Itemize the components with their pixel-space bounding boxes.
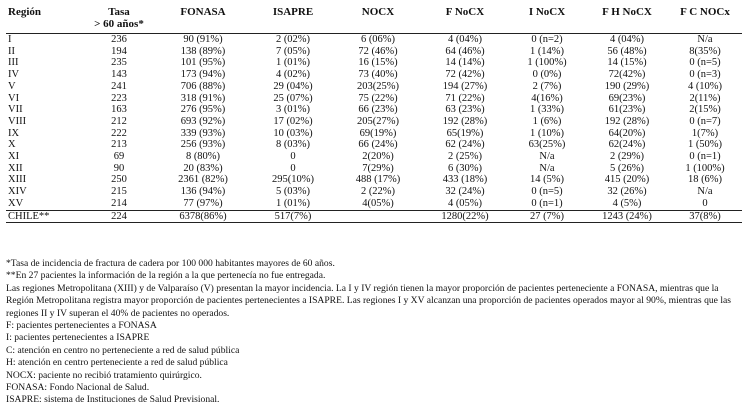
table-cell: 1 (100%) <box>685 162 725 174</box>
table-cell: 173 (94%) <box>180 69 226 81</box>
table-cell: 203(25%) <box>357 80 399 92</box>
table-cell: 163 <box>111 104 127 116</box>
column-header: I NoCX <box>508 6 586 34</box>
table-cell: 27 (7%) <box>508 210 586 223</box>
table-cell: 4 (5%) <box>612 197 642 209</box>
table-cell: 90 (91%) <box>183 34 223 45</box>
table-cell: 415 (20%) <box>604 174 650 186</box>
table-cell: 29 (04%) <box>273 80 313 92</box>
table-cell: 32 (26%) <box>607 186 647 198</box>
table-cell: 295(10%) <box>272 174 314 186</box>
table-cell: 143 <box>111 69 127 81</box>
footnote: FONASA: Fondo Nacional de Salud. <box>6 382 150 394</box>
table-cell: 1(7%) <box>691 127 719 139</box>
column-header: ISAPRE <box>252 6 334 34</box>
footnote: H: atención en centro perteneciente a red de salud pública <box>6 357 228 369</box>
table-cell: 215 <box>111 186 127 198</box>
table-cell: VIII <box>8 115 27 127</box>
table-cell: 72(42%) <box>608 69 646 81</box>
table-cell <box>334 210 422 223</box>
table-cell: 1280(22%) <box>422 210 508 223</box>
table-cell: 2(11%) <box>689 92 721 104</box>
table-row <box>6 210 742 223</box>
table-cell: 0 (n=7) <box>689 115 721 127</box>
table-cell: 433 (18%) <box>442 174 488 186</box>
table-footnotes <box>6 258 746 407</box>
table-cell: 0 (n=5) <box>689 57 721 69</box>
table-cell: 214 <box>111 197 127 209</box>
table-cell: 2 (7%) <box>532 80 562 92</box>
column-header: Tasa > 60 años* <box>84 6 154 34</box>
table-cell: 73 (40%) <box>358 69 398 81</box>
table-cell: 224 <box>84 210 154 223</box>
table-row <box>6 186 742 198</box>
table-cell: 223 <box>111 92 127 104</box>
table-cell: 0 (0%) <box>532 69 562 81</box>
table-row <box>6 104 742 116</box>
table-cell: 4(16%) <box>531 92 563 104</box>
table-cell: 56 (48%) <box>607 45 647 57</box>
column-header: F C NOCx <box>668 6 742 34</box>
table-row <box>6 151 742 163</box>
table-cell: 4 (04%) <box>447 34 483 45</box>
table-cell: 256 (93%) <box>180 139 226 151</box>
table-cell: 192 (28%) <box>442 115 488 127</box>
table-row <box>6 116 742 128</box>
table-cell: 2361 (82%) <box>178 174 228 186</box>
table-cell: 0 <box>290 151 296 163</box>
table-cell: 62 (24%) <box>445 139 485 151</box>
table-cell: 66 (24%) <box>358 139 398 151</box>
table-cell: 2 (22%) <box>360 186 396 198</box>
table-row <box>6 34 742 46</box>
table-cell: 4(05%) <box>362 197 394 209</box>
table-cell: 2 (29%) <box>609 151 645 163</box>
table-cell: 32 (24%) <box>445 186 485 198</box>
table-cell: 5 (03%) <box>275 186 311 198</box>
table-cell: 339 (93%) <box>180 127 226 139</box>
footnote: NOCX: paciente no recibió tratamiento quirúrgico. <box>6 369 202 381</box>
table-cell: 1 (10%) <box>529 127 565 139</box>
column-header: F NoCX <box>422 6 508 34</box>
table-cell: 1 (33%) <box>529 104 565 116</box>
table-cell: N/a <box>539 151 555 163</box>
table-cell: 61(23%) <box>608 104 646 116</box>
table-row <box>6 198 742 210</box>
table-cell: 241 <box>111 80 127 92</box>
table-cell: X <box>8 139 16 151</box>
table-cell: 69 <box>113 151 125 163</box>
column-header: FONASA <box>154 6 252 34</box>
table-cell: 5 (26%) <box>609 162 645 174</box>
column-header: NOCX <box>334 6 422 34</box>
table-cell: XV <box>8 197 24 209</box>
table-cell: 63 (23%) <box>445 104 485 116</box>
table-cell: 64(20%) <box>608 127 646 139</box>
column-header: Región <box>6 6 84 34</box>
table-cell: 69(23%) <box>608 92 646 104</box>
table-cell: 235 <box>111 57 127 69</box>
table-cell: 4 (04%) <box>609 34 645 45</box>
table-cell: 25 (07%) <box>273 92 313 104</box>
footnote: F: pacientes pertenecientes a FONASA <box>6 320 157 332</box>
table-cell: 2 (02%) <box>275 34 311 45</box>
table-header-row <box>6 6 742 34</box>
table-cell: 0 (n=2) <box>531 34 563 45</box>
table-cell: 65(19%) <box>446 127 484 139</box>
table-cell: 101 (95%) <box>180 57 226 69</box>
table-cell: N/a <box>697 34 713 45</box>
table-cell: 2 (25%) <box>447 151 483 163</box>
table-cell: 194 (27%) <box>442 80 488 92</box>
table-cell: 190 (29%) <box>604 80 650 92</box>
table-row <box>6 81 742 93</box>
table-cell: 2(15%) <box>689 104 721 116</box>
table-cell: 2(20%) <box>362 151 394 163</box>
table-cell: 212 <box>111 115 127 127</box>
column-header: F H NoCX <box>586 6 668 34</box>
table-row <box>6 57 742 69</box>
table-row <box>6 174 742 186</box>
table-cell: 205(27%) <box>357 115 399 127</box>
table-cell: 1 (14%) <box>529 45 565 57</box>
table-row <box>6 93 742 105</box>
table-cell: 71 (22%) <box>445 92 485 104</box>
table-cell: 488 (17%) <box>355 174 401 186</box>
footnote: *Tasa de incidencia de fractura de cadera por 100 000 habitantes mayores de 60 años. <box>6 258 335 269</box>
footnote: **En 27 pacientes la información de la región a la que pertenecía no fue entregada. <box>6 270 326 282</box>
table-cell: IV <box>8 69 20 81</box>
table-cell: XIII <box>8 174 27 186</box>
table-row <box>6 128 742 140</box>
table-cell: 18 (6%) <box>687 174 723 186</box>
table-cell: 3 (01%) <box>275 104 311 116</box>
table-cell: N/a <box>697 186 713 198</box>
table-cell: 4 (02%) <box>275 69 311 81</box>
table-cell: 318 (91%) <box>180 92 226 104</box>
table-cell: 0 <box>702 197 708 209</box>
table-row <box>6 163 742 175</box>
table-cell: 10 (03%) <box>273 127 313 139</box>
table-cell: 1 (01%) <box>275 197 311 209</box>
table-cell: IX <box>8 127 20 139</box>
table-cell: V <box>8 80 16 92</box>
table-cell: 37(8%) <box>668 210 742 223</box>
table-cell: 16 (15%) <box>358 57 398 69</box>
table-cell: 6 (06%) <box>360 34 396 45</box>
table-cell: 62(24%) <box>608 139 646 151</box>
table-cell: 517(7%) <box>252 210 334 223</box>
table-cell: 276 (95%) <box>180 104 226 116</box>
table-cell: 8 (03%) <box>275 139 311 151</box>
table-cell: 706 (88%) <box>180 80 226 92</box>
table-cell: 66 (23%) <box>358 104 398 116</box>
table-cell: 8 (80%) <box>185 151 221 163</box>
table-row <box>6 69 742 81</box>
table-cell: 0 (n=3) <box>689 69 721 81</box>
table-cell: 69(19%) <box>359 127 397 139</box>
table-cell: 213 <box>111 139 127 151</box>
table-cell: 693 (92%) <box>180 115 226 127</box>
table-cell: I <box>8 34 12 45</box>
table-cell: 6378(86%) <box>154 210 252 223</box>
table-cell: 136 (94%) <box>180 186 226 198</box>
table-cell: 14 (5%) <box>529 174 565 186</box>
table-row <box>6 46 742 58</box>
table-cell: 14 (15%) <box>607 57 647 69</box>
table-cell: 0 (n=1) <box>531 197 563 209</box>
footnote: C: atención en centro no perteneciente a red de salud pública <box>6 344 240 356</box>
footnote: Las regiones Metropolitana (XIII) y de Valparaíso (V) presentan la mayor incidencia. La I y IV región tienen la mayor proporción de pacientes perteneciente a FONASA, mientras que la Región Metropolitana registra mayor proporción de pacientes pertenecientes a ISAPRE. Las regiones I y XV alcanzan una proporción de pacientes operados mayor al 90%, mientras que las regiones II y IV superan el 40% de pacientes no operados. <box>6 282 731 319</box>
table-cell: 194 <box>111 45 127 57</box>
footnote: I: pacientes pertenecientes a ISAPRE <box>6 332 150 344</box>
incidence-table <box>6 6 742 223</box>
table-cell: 0 (n=5) <box>531 186 563 198</box>
table-cell: 0 <box>290 162 296 174</box>
table-cell: CHILE** <box>6 210 84 223</box>
table-cell: 4 (10%) <box>687 80 723 92</box>
table-cell: 17 (02%) <box>273 115 313 127</box>
table-cell: 4 (05%) <box>447 197 483 209</box>
table-cell: 1 (100%) <box>527 57 567 69</box>
table-cell: 250 <box>111 174 127 186</box>
table-cell: 63(25%) <box>528 139 566 151</box>
table-cell: 1 (01%) <box>275 57 311 69</box>
table-cell: XI <box>8 151 20 163</box>
table-cell: 8(35%) <box>689 45 721 57</box>
table-cell: 138 (89%) <box>180 45 226 57</box>
table-row <box>6 139 742 151</box>
table-cell: 192 (28%) <box>604 115 650 127</box>
table-cell: 1 (6%) <box>532 115 562 127</box>
table-cell: N/a <box>539 162 555 174</box>
table-cell: 14 (14%) <box>445 57 485 69</box>
table-cell: VI <box>8 92 20 104</box>
table-cell: XIV <box>8 186 27 198</box>
table-cell: 72 (42%) <box>445 69 485 81</box>
table-cell: VII <box>8 104 23 116</box>
table-cell: II <box>8 45 15 57</box>
table-cell: 77 (97%) <box>183 197 223 209</box>
table-cell: 0 (n=1) <box>689 151 721 163</box>
table-cell: 72 (46%) <box>358 45 398 57</box>
table-cell: III <box>8 57 19 69</box>
table-cell: 20 (83%) <box>183 162 223 174</box>
footnote: ISAPRE: sistema de Instituciones de Salud Previsional. <box>6 394 220 406</box>
table-cell: 75 (22%) <box>358 92 398 104</box>
table-cell: 7 (05%) <box>275 45 311 57</box>
table-cell: 6 (30%) <box>447 162 483 174</box>
table-cell: 222 <box>111 127 127 139</box>
table-cell: 1243 (24%) <box>586 210 668 223</box>
table-cell: XII <box>8 162 23 174</box>
table-cell: 7(29%) <box>362 162 394 174</box>
table-cell: 236 <box>111 34 127 45</box>
table-cell: 90 <box>113 162 125 174</box>
table-cell: 64 (46%) <box>445 45 485 57</box>
table-body <box>6 34 742 223</box>
table-cell: 1 (50%) <box>687 139 723 151</box>
